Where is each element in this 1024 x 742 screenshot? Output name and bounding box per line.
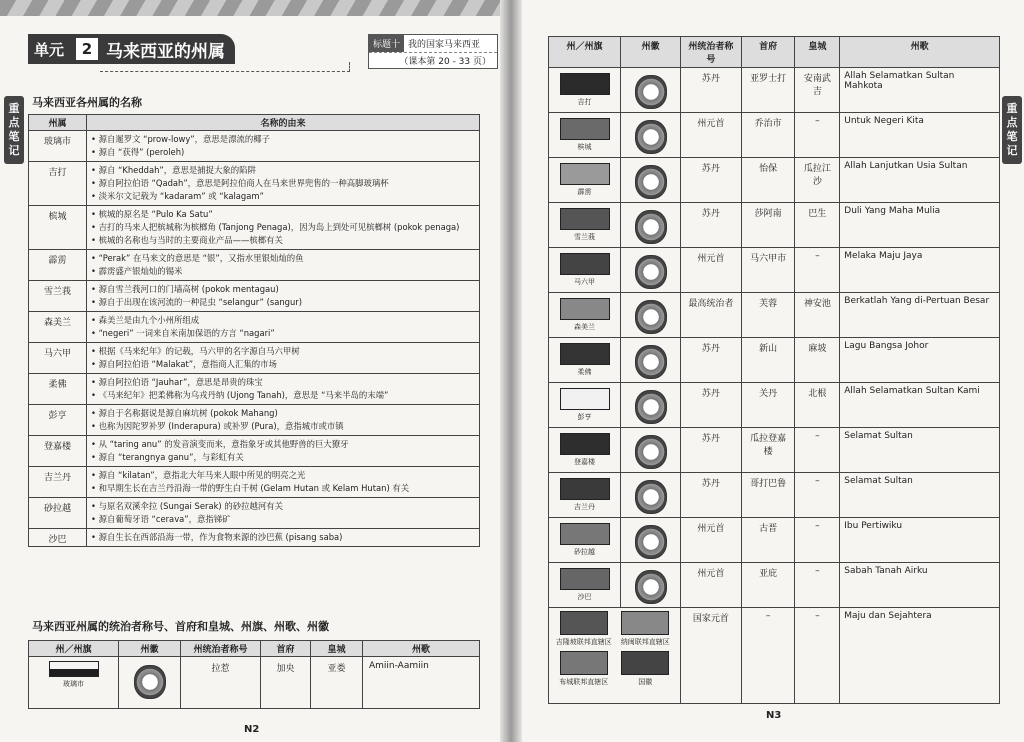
capital-cell: 马六甲市 — [741, 248, 795, 293]
royal-town-cell: 亚娄 — [311, 657, 363, 709]
origin-cell — [87, 436, 480, 467]
state-info-table-left — [28, 640, 480, 709]
capital-cell: 莎阿南 — [741, 203, 795, 248]
anthem-cell: Sabah Tanah Airku — [840, 563, 1000, 608]
flag-caption: 雪兰莪 — [574, 233, 595, 241]
ruler-cell: 拉惹 — [181, 657, 261, 709]
col-header-crest: 州徽 — [119, 641, 181, 657]
anthem-cell: Maju dan Sejahtera — [840, 608, 1000, 704]
table-row — [549, 383, 1000, 428]
anthem-cell: Duli Yang Maha Mulia — [840, 203, 1000, 248]
state-flag-icon — [560, 523, 610, 545]
table-row — [29, 162, 480, 206]
flag-caption: 霹雳 — [577, 188, 592, 196]
origin-cell — [87, 529, 480, 547]
royal-town-cell: – — [795, 518, 840, 563]
state-flag-icon — [560, 433, 610, 455]
table-row — [549, 338, 1000, 383]
anthem-cell: Selamat Sultan — [840, 428, 1000, 473]
flag-cell — [549, 473, 621, 518]
state-crest-icon — [635, 165, 667, 199]
capital-cell: 哥打巴鲁 — [741, 473, 795, 518]
state-crest-icon — [635, 390, 667, 424]
royal-town-cell: – — [795, 473, 840, 518]
state-crest-icon — [635, 75, 667, 109]
crest-cell — [621, 293, 681, 338]
royal-town-cell: 北根 — [795, 383, 840, 428]
perlis-flag-icon — [49, 661, 99, 677]
capital-cell: 亚庇 — [741, 563, 795, 608]
state-name-cell: 森美兰 — [29, 312, 87, 343]
flag-cell — [549, 248, 621, 293]
ruler-cell: 州元首 — [681, 563, 742, 608]
flag-cell — [549, 383, 621, 428]
state-name-cell: 玻璃市 — [29, 131, 87, 162]
table-row — [549, 68, 1000, 113]
origin-line: • 源自阿拉伯语 “Jauhar”，意思是昂贵的珠宝 — [91, 376, 475, 389]
perlis-crest-icon — [134, 665, 166, 699]
table-row — [29, 498, 480, 529]
origin-cell — [87, 498, 480, 529]
state-name-cell: 雪兰莪 — [29, 281, 87, 312]
origin-line: • 源自阿拉伯语 “Qadah”，意思是阿拉伯商人在马来世界兜售的一种高脚玻璃杯 — [91, 177, 475, 190]
flag-cell — [549, 518, 621, 563]
table-row — [29, 467, 480, 498]
state-flag-icon — [560, 73, 610, 95]
origin-line: • 源自雪兰莪河口的门墙高树 (pokok mentagau) — [91, 283, 475, 296]
anthem-cell: Allah Lanjutkan Usia Sultan — [840, 158, 1000, 203]
side-tab-left: 重 点 笔 记 — [4, 96, 24, 164]
unit-title: 马来西亚的州属 — [106, 41, 226, 62]
labuan-flag-icon — [621, 611, 669, 635]
ruler-cell: 苏丹 — [681, 68, 742, 113]
flag-cell — [549, 158, 621, 203]
royal-town-cell: 麻坡 — [795, 338, 840, 383]
flag-cell — [549, 338, 621, 383]
dashed-underline — [100, 62, 350, 72]
anthem-cell: Untuk Negeri Kita — [840, 113, 1000, 158]
origin-line: • 源自 “获得” (peroleh) — [91, 146, 475, 159]
col-header-state: 州属 — [29, 115, 87, 131]
royal-town-cell: – — [795, 113, 840, 158]
capital-cell: 新山 — [741, 338, 795, 383]
decorative-top-strip — [0, 0, 508, 16]
col-header-origin: 名称的由来 — [87, 115, 480, 131]
origin-line: • 源自于出现在该河流的一种昆虫 “selangur” (sangur) — [91, 296, 475, 309]
flag-cell — [549, 68, 621, 113]
table-row — [29, 250, 480, 281]
table-row — [29, 405, 480, 436]
flag-caption: 登嘉楼 — [574, 458, 595, 466]
flag-caption: 森美兰 — [574, 323, 595, 331]
origin-cell — [87, 343, 480, 374]
state-flag-icon — [560, 163, 610, 185]
ruler-cell: 州元首 — [681, 518, 742, 563]
state-crest-icon — [635, 210, 667, 244]
ruler-cell: 苏丹 — [681, 383, 742, 428]
ruler-cell: 苏丹 — [681, 158, 742, 203]
national-crest-icon — [621, 651, 669, 675]
anthem-cell: Amiin-Aamiin — [363, 657, 480, 709]
capital-cell: 亚罗士打 — [741, 68, 795, 113]
capital-cell: 加央 — [261, 657, 311, 709]
origin-line: • 吉打的马来人把槟城称为槟榔角 (Tanjong Penaga)，因为岛上到处可见槟榔树 (pokok penaga) — [91, 221, 475, 234]
table-row — [549, 293, 1000, 338]
topic-box — [368, 34, 498, 69]
side-tab-right: 重 点 笔 记 — [1002, 96, 1022, 164]
col-header-anthem: 州歌 — [363, 641, 480, 657]
unit-header — [28, 34, 235, 64]
anthem-cell: Melaka Maju Jaya — [840, 248, 1000, 293]
origin-line: • “negeri” 一词来自米南加保语的方言 “nagari” — [91, 327, 475, 340]
ruler-cell: 苏丹 — [681, 203, 742, 248]
origin-line: • 源自葡萄牙语 “cerava”，意指锑矿 — [91, 513, 475, 526]
crest-cell — [621, 68, 681, 113]
royal-town-cell: – — [795, 563, 840, 608]
flag-caption: 马六甲 — [574, 278, 595, 286]
state-crest-icon — [635, 435, 667, 469]
origin-line: • 源自 “terangnya ganu”，与彩虹有关 — [91, 451, 475, 464]
section-title-rulers: 马来西亚州属的统治者称号、首府和皇城、州旗、州歌、州徽 — [32, 620, 329, 633]
col-header-anthem: 州歌 — [840, 37, 1000, 68]
col-header-capital: 首府 — [261, 641, 311, 657]
origin-line: • 与原名双溪伞拉 (Sungai Serak) 的砂拉越河有关 — [91, 500, 475, 513]
col-header-flag: 州／州旗 — [29, 641, 119, 657]
flag-caption: 玻璃市 — [63, 680, 84, 688]
capital-cell: 瓜拉登嘉楼 — [741, 428, 795, 473]
flag-caption: 国徽 — [638, 678, 653, 686]
crest-cell — [621, 383, 681, 428]
crest-cell — [621, 563, 681, 608]
col-header-ruler: 州统治者称号 — [681, 37, 742, 68]
ruler-cell: 国家元首 — [681, 608, 742, 704]
ruler-cell: 苏丹 — [681, 338, 742, 383]
capital-cell: 关丹 — [741, 383, 795, 428]
page-number-left: N2 — [244, 724, 260, 735]
ruler-cell: 最高统治者 — [681, 293, 742, 338]
origin-line: • 《马来纪年》把柔佛称为乌戎丹纳 (Ujong Tanah)，意思是 “马来半岛的末端” — [91, 389, 475, 402]
origin-line: • 和早期生长在吉兰丹沿海一带的野生白千树 (Gelam Hutan 或 Kelam Hutan) 有关 — [91, 482, 475, 495]
ruler-cell: 苏丹 — [681, 428, 742, 473]
left-page — [0, 0, 508, 742]
origin-cell — [87, 131, 480, 162]
anthem-cell: Berkatlah Yang di-Pertuan Besar — [840, 293, 1000, 338]
state-flag-icon — [560, 343, 610, 365]
table-row — [29, 131, 480, 162]
crest-cell — [621, 158, 681, 203]
capital-cell: 乔治市 — [741, 113, 795, 158]
state-crest-icon — [635, 525, 667, 559]
putrajaya-flag-icon — [560, 651, 608, 675]
origin-line: • “Perak” 在马来文的意思是 “银”，又指水里银灿灿的鱼 — [91, 252, 475, 265]
capital-cell: – — [741, 608, 795, 704]
table-row — [29, 312, 480, 343]
state-flag-icon — [560, 208, 610, 230]
origin-line: • 源自 “Kheddah”，意思是捕捉大象的陷阱 — [91, 164, 475, 177]
table-row — [29, 529, 480, 547]
table-row — [549, 428, 1000, 473]
table-row — [549, 248, 1000, 293]
origin-cell — [87, 162, 480, 206]
state-crest-icon — [635, 120, 667, 154]
unit-label: 单元 — [34, 40, 65, 59]
royal-town-cell: – — [795, 248, 840, 293]
federal-flags-cell — [549, 608, 681, 704]
origin-line: • 也称为因陀罗补罗 (Inderapura) 或补罗 (Pura)，意指城市或市镇 — [91, 420, 475, 433]
state-crest-icon — [635, 480, 667, 514]
state-name-cell: 吉兰丹 — [29, 467, 87, 498]
flag-caption: 柔佛 — [577, 368, 592, 376]
capital-cell: 芙蓉 — [741, 293, 795, 338]
flag-cell — [29, 657, 119, 709]
flag-cell — [549, 428, 621, 473]
origin-line: • 源自 “kilatan”，意指北大年马来人眼中所见的明亮之光 — [91, 469, 475, 482]
col-header-royal-town: 皇城 — [311, 641, 363, 657]
anthem-cell: Allah Selamatkan Sultan Kami — [840, 383, 1000, 428]
state-info-table-right — [548, 36, 1000, 704]
table-row — [29, 206, 480, 250]
table-row — [29, 657, 480, 709]
state-flag-icon — [560, 568, 610, 590]
origin-line: • 源自阿拉伯语 “Malakat”，意指商人汇集的市场 — [91, 358, 475, 371]
flag-caption: 吉兰丹 — [574, 503, 595, 511]
table-row — [549, 608, 1000, 704]
state-name-cell: 马六甲 — [29, 343, 87, 374]
table-row — [29, 281, 480, 312]
flag-caption: 砂拉越 — [574, 548, 595, 556]
flag-caption: 吉打 — [577, 98, 592, 106]
table-row — [29, 436, 480, 467]
origin-cell — [87, 250, 480, 281]
flag-caption: 纳闽联邦直辖区 — [620, 638, 670, 646]
col-header-royal-town: 皇城 — [795, 37, 840, 68]
capital-cell: 怡保 — [741, 158, 795, 203]
flag-cell — [549, 203, 621, 248]
crest-cell — [119, 657, 181, 709]
origin-line: • 从 “taring anu” 的发音演变而来，意指象牙或其他野兽的巨大獠牙 — [91, 438, 475, 451]
col-header-crest: 州徽 — [621, 37, 681, 68]
kuala-lumpur-flag-icon — [560, 611, 608, 635]
state-name-cell: 柔佛 — [29, 374, 87, 405]
table-row — [549, 518, 1000, 563]
book-gutter — [500, 0, 522, 742]
state-name-cell: 吉打 — [29, 162, 87, 206]
crest-cell — [621, 518, 681, 563]
origin-line: • 淡米尔文记载为 “kadaram” 或 “kalagam” — [91, 190, 475, 203]
royal-town-cell: 瓜拉江沙 — [795, 158, 840, 203]
state-crest-icon — [635, 300, 667, 334]
unit-number: 2 — [76, 38, 98, 60]
crest-cell — [621, 473, 681, 518]
origin-cell — [87, 312, 480, 343]
origin-cell — [87, 374, 480, 405]
origin-line: • 源自生长在西部沿海一带，作为食物来源的沙巴蕉 (pisang saba) — [91, 531, 475, 544]
state-name-cell: 砂拉越 — [29, 498, 87, 529]
flag-cell — [549, 293, 621, 338]
state-flag-icon — [560, 118, 610, 140]
col-header-capital: 首府 — [741, 37, 795, 68]
origin-line: • 槟城的名称也与当时的主要商业产品——槟榔有关 — [91, 234, 475, 247]
table-row — [29, 374, 480, 405]
state-crest-icon — [635, 570, 667, 604]
origin-line: • 森美兰是由九个小州所组成 — [91, 314, 475, 327]
origin-line: • 源自于名称据说是源自麻坑树 (pokok Mahang) — [91, 407, 475, 420]
origin-line: • 根据《马来纪年》的记载，马六甲的名字源自马六甲树 — [91, 345, 475, 358]
page-number-right: N3 — [766, 710, 782, 721]
state-name-cell: 登嘉楼 — [29, 436, 87, 467]
crest-cell — [621, 338, 681, 383]
flag-cell — [549, 113, 621, 158]
flag-caption: 吉隆坡联邦直辖区 — [555, 638, 612, 646]
flag-caption: 槟城 — [577, 143, 592, 151]
table-row — [549, 203, 1000, 248]
section-title-names: 马来西亚各州属的名称 — [32, 96, 142, 109]
state-flag-icon — [560, 478, 610, 500]
royal-town-cell: 安南武吉 — [795, 68, 840, 113]
anthem-cell: Allah Selamatkan Sultan Mahkota — [840, 68, 1000, 113]
state-names-table — [28, 114, 480, 547]
state-flag-icon — [560, 253, 610, 275]
origin-line: • 霹雳盛产银灿灿的锡米 — [91, 265, 475, 278]
state-flag-icon — [560, 298, 610, 320]
col-header-flag: 州／州旗 — [549, 37, 621, 68]
royal-town-cell: 神安池 — [795, 293, 840, 338]
ruler-cell: 苏丹 — [681, 473, 742, 518]
origin-line: • 源自暹罗文 “prow-lowy”，意思是漂流的椰子 — [91, 133, 475, 146]
origin-cell — [87, 206, 480, 250]
col-header-ruler: 州统治者称号 — [181, 641, 261, 657]
table-row — [549, 113, 1000, 158]
origin-cell — [87, 467, 480, 498]
state-name-cell: 霹雳 — [29, 250, 87, 281]
origin-line: • 槟城的原名是 “Pulo Ka Satu” — [91, 208, 475, 221]
crest-cell — [621, 113, 681, 158]
state-name-cell: 沙巴 — [29, 529, 87, 547]
origin-cell — [87, 281, 480, 312]
table-row — [549, 158, 1000, 203]
topic-title: 我的国家马来西亚 — [408, 40, 481, 50]
royal-town-cell: – — [795, 428, 840, 473]
flag-caption: 布城联邦直辖区 — [559, 678, 609, 686]
topic-label: 标题十 — [369, 35, 404, 52]
anthem-cell: Ibu Pertiwiku — [840, 518, 1000, 563]
table-row — [29, 343, 480, 374]
state-crest-icon — [635, 255, 667, 289]
table-row — [549, 563, 1000, 608]
crest-cell — [621, 428, 681, 473]
ruler-cell: 州元首 — [681, 113, 742, 158]
ruler-cell: 州元首 — [681, 248, 742, 293]
state-name-cell: 彭亨 — [29, 405, 87, 436]
crest-cell — [621, 248, 681, 293]
state-name-cell: 槟城 — [29, 206, 87, 250]
table-row — [549, 473, 1000, 518]
royal-town-cell: – — [795, 608, 840, 704]
state-crest-icon — [635, 345, 667, 379]
flag-caption: 沙巴 — [577, 593, 592, 601]
flag-cell — [549, 563, 621, 608]
anthem-cell: Selamat Sultan — [840, 473, 1000, 518]
royal-town-cell: 巴生 — [795, 203, 840, 248]
anthem-cell: Lagu Bangsa Johor — [840, 338, 1000, 383]
capital-cell: 古晋 — [741, 518, 795, 563]
flag-caption: 彭亨 — [577, 413, 592, 421]
textbook-ref: （课本第 20 - 33 页） — [369, 52, 497, 68]
origin-cell — [87, 405, 480, 436]
crest-cell — [621, 203, 681, 248]
state-flag-icon — [560, 388, 610, 410]
